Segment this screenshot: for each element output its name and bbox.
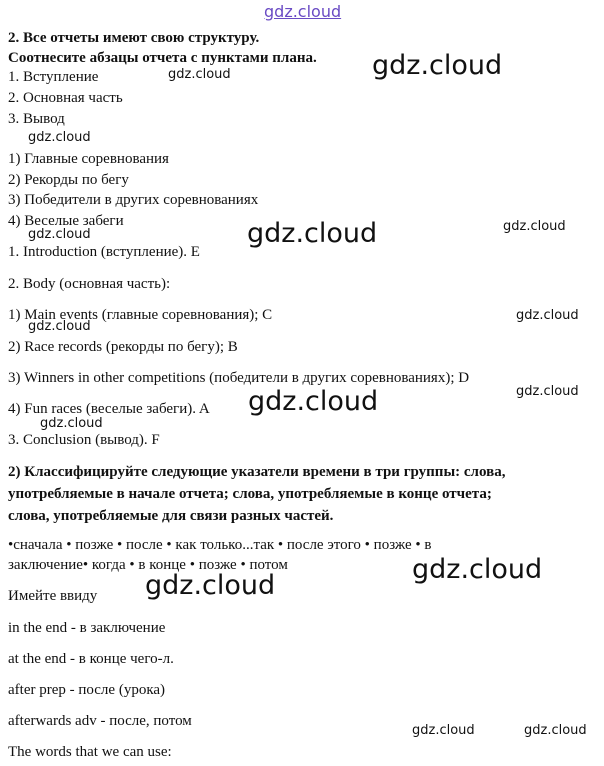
- answer-line: 1) Main events (главные соревнования); C: [8, 307, 273, 323]
- answer-line: 4) Fun races (веселые забеги). A: [8, 401, 210, 417]
- answer-line: 1. Introduction (вступление). E: [8, 244, 200, 260]
- task-2-instruction: Соотнесите абзацы отчета с пунктами плана.: [8, 50, 317, 66]
- plan-item: 2. Основная часть: [8, 90, 123, 106]
- watermark: gdz.cloud: [28, 227, 91, 242]
- task-2b-heading: слова, употребляемые для связи разных частей.: [8, 508, 334, 524]
- vocab-line: afterwards adv - после, потом: [8, 713, 192, 729]
- watermark: gdz.cloud: [412, 554, 543, 585]
- watermark: gdz.cloud: [168, 67, 231, 82]
- watermark: gdz.cloud: [28, 130, 91, 145]
- subplan-item: 1) Главные соревнования: [8, 151, 169, 167]
- watermark: gdz.cloud: [524, 723, 587, 738]
- watermark: gdz.cloud: [503, 219, 566, 234]
- vocab-line: in the end - в заключение: [8, 620, 166, 636]
- answer-line: 2) Race records (рекорды по бегу); B: [8, 339, 238, 355]
- answer-line: 2. Body (основная часть):: [8, 276, 171, 292]
- task-2-heading: 2. Все отчеты имеют свою структуру.: [8, 30, 260, 46]
- watermark: gdz.cloud: [28, 319, 91, 334]
- watermark: gdz.cloud: [516, 384, 579, 399]
- watermark: gdz.cloud: [248, 386, 379, 417]
- subplan-item: 2) Рекорды по бегу: [8, 172, 129, 188]
- vocab-line: after prep - после (урока): [8, 682, 166, 698]
- plan-item: 1. Вступление: [8, 69, 99, 85]
- subplan-item: 4) Веселые забеги: [8, 213, 124, 229]
- watermark: gdz.cloud: [40, 416, 103, 431]
- vocab-line: at the end - в конце чего-л.: [8, 651, 174, 667]
- plan-item: 3. Вывод: [8, 111, 65, 127]
- task-2b-heading: употребляемые в начале отчета; слова, употребляемые в конце отчета;: [8, 486, 492, 502]
- answer-line: 3. Conclusion (вывод). F: [8, 432, 160, 448]
- time-markers: •сначала • позже • после • как только...так • после этого • позже • в: [8, 537, 432, 553]
- time-markers: заключение• когда • в конце • позже • потом: [8, 557, 288, 573]
- note-heading: Имейте ввиду: [8, 588, 98, 604]
- task-2b-heading: 2) Классифицируйте следующие указатели времени в три группы: слова,: [8, 464, 506, 480]
- watermark: gdz.cloud: [516, 308, 579, 323]
- vocab-line: The words that we can use:: [8, 744, 172, 760]
- subplan-item: 3) Победители в других соревнованиях: [8, 192, 259, 208]
- watermark: gdz.cloud: [247, 218, 378, 249]
- watermark: gdz.cloud: [412, 723, 475, 738]
- watermark: gdz.cloud: [145, 570, 276, 601]
- answer-line: 3) Winners in other competitions (победители в других соревнованиях); D: [8, 370, 470, 386]
- watermark-link[interactable]: gdz.cloud: [264, 2, 342, 21]
- watermark: gdz.cloud: [372, 50, 503, 81]
